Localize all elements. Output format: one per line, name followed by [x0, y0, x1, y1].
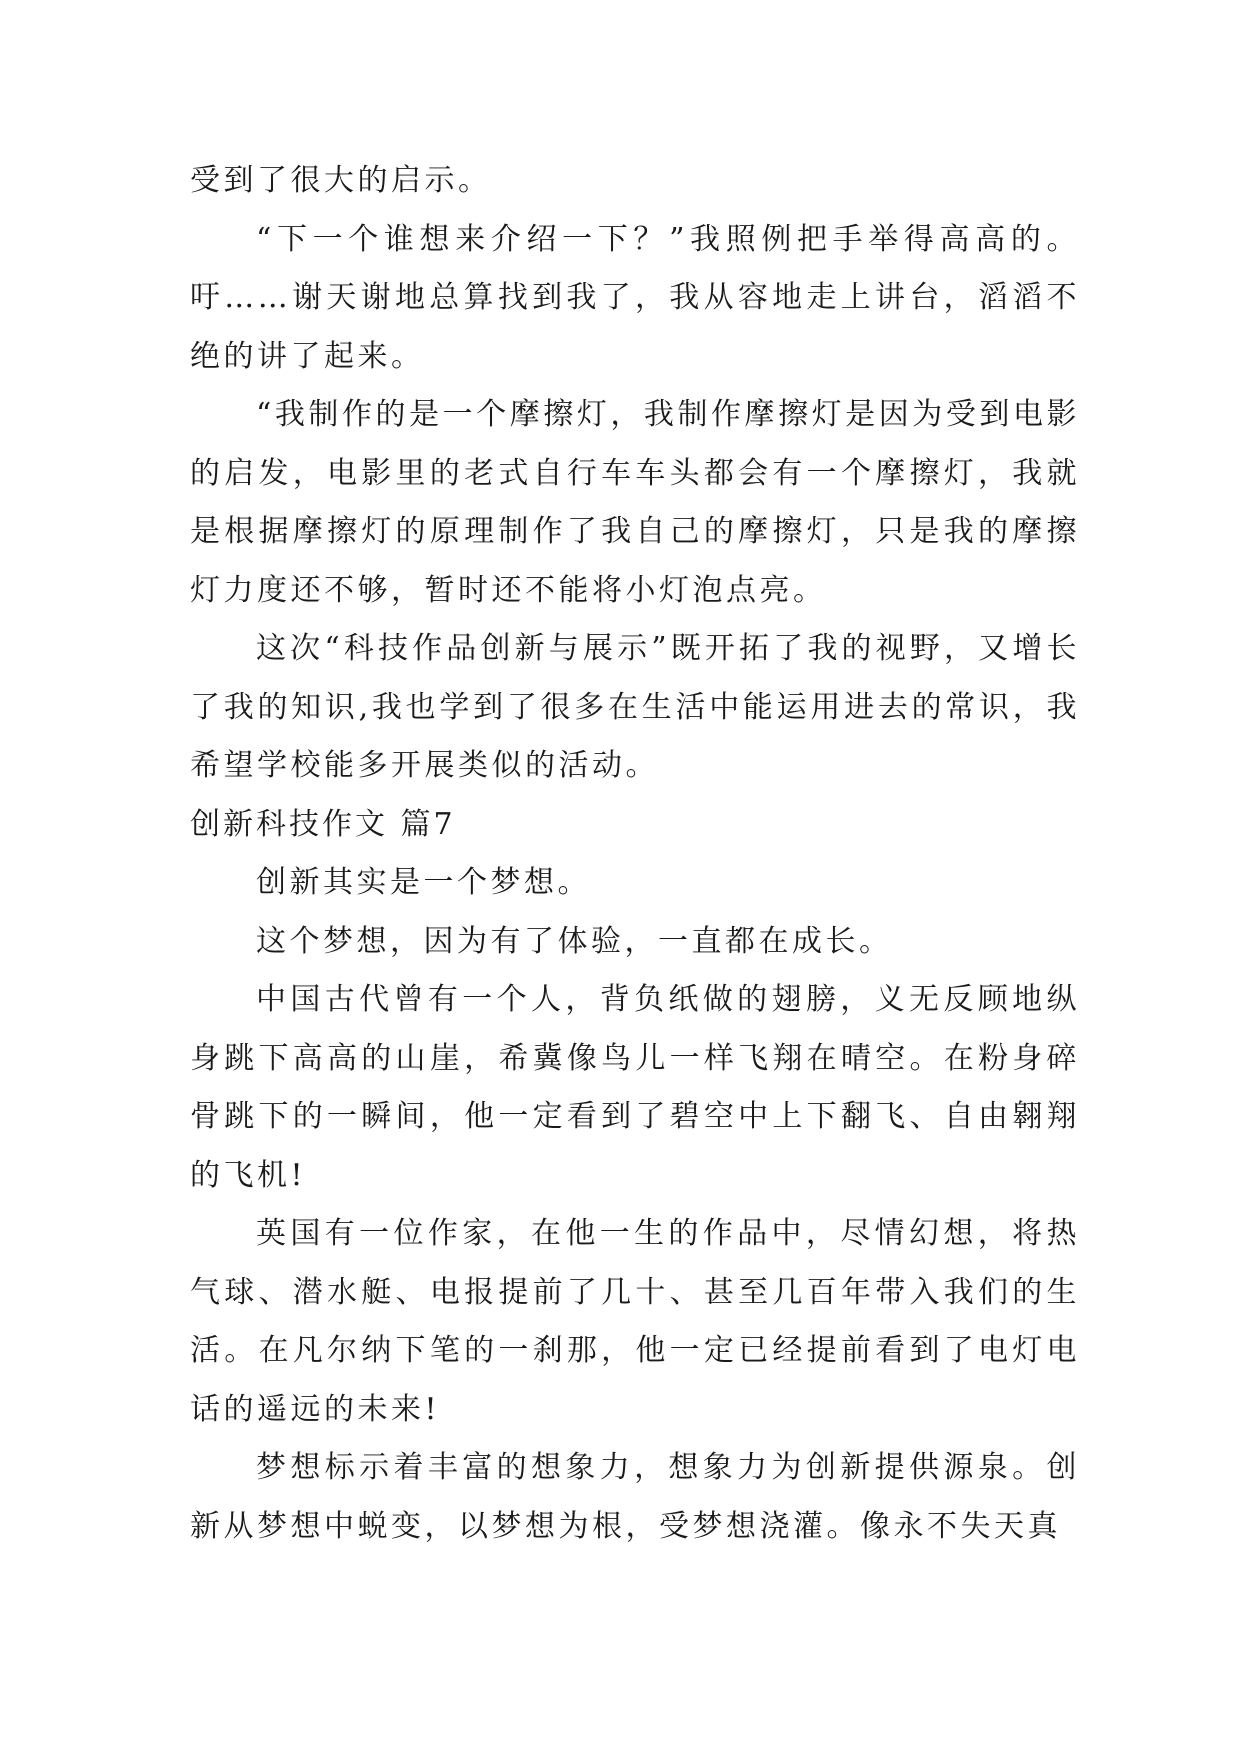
paragraph-8: 英国有一位作家，在他一生的作品中，尽情幻想，将热气球、潜水艇、电报提前了几十、甚至几百年带入我们的生活。在凡尔纳下笔的一刹那，他一定已经提前看到了电灯电话的遥远的未来!: [190, 1216, 1080, 1427]
paragraph-9: 梦想标示着丰富的想象力，想象力为创新提供源泉。创新从梦想中蜕变，以梦想为根，受梦想浇灌。像永不失天真: [190, 1450, 1080, 1544]
paragraph-6: 这个梦想，因为有了体验，一直都在成长。: [256, 923, 893, 959]
paragraph-5: 创新其实是一个梦想。: [256, 865, 591, 900]
paragraph-3: “我制作的是一个摩擦灯，我制作摩擦灯是因为受到电影的启发，电影里的老式自行车车头都会有一个摩擦灯，我就是根据摩擦灯的原理制作了我自己的摩擦灯，只是我的摩擦灯力度还不够，暂时还不能将小灯泡点亮。: [190, 397, 1080, 608]
paragraph-4: 这次“科技作品创新与展示”既开拓了我的视野，又增长了我的知识,我也学到了很多在生活中能运用进去的常识，我希望学校能多开展类似的活动。: [190, 631, 1080, 783]
paragraph-7: 中国古代曾有一个人，背负纸做的翅膀，义无反顾地纵身跳下高高的山崖，希冀像鸟儿一样飞翔在晴空。在粉身碎骨跳下的一瞬间，他一定看到了碧空中上下翻飞、自由翱翔的飞机!: [190, 982, 1080, 1193]
document-page: [190, 152, 1080, 1556]
paragraph-2: “下一个谁想来介绍一下？”我照例把手举得高高的。吁……谢天谢地总算找到我了，我从容地走上讲台，滔滔不绝的讲了起来。: [190, 221, 1080, 374]
section-heading: 创新科技作文 篇7: [190, 806, 456, 842]
paragraph-1: 受到了很大的启示。: [190, 163, 492, 198]
